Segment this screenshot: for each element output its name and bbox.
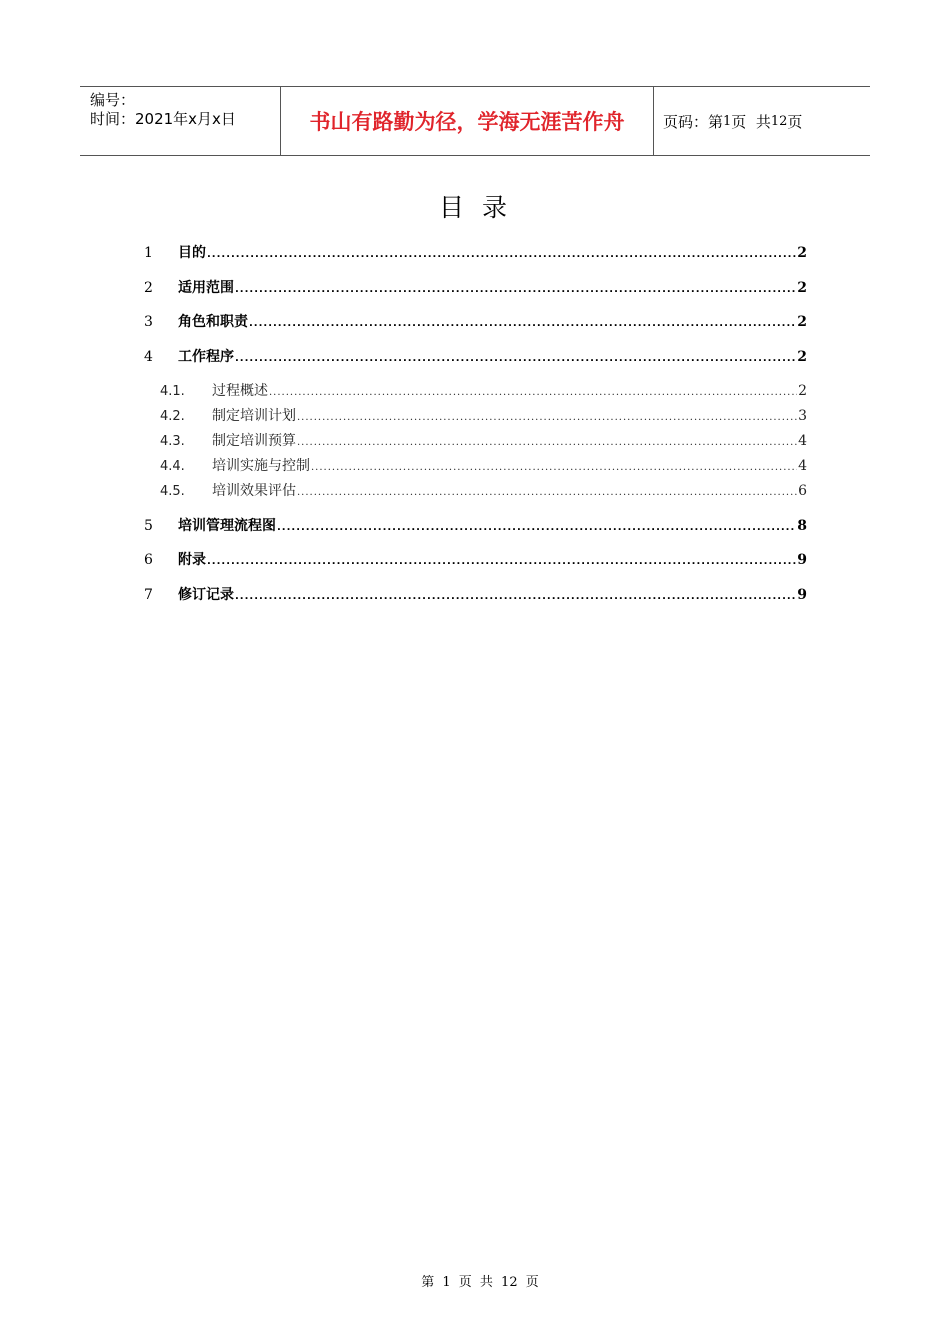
toc-subentry[interactable]: [142, 430, 807, 450]
header-meta: [80, 87, 281, 155]
document-time: 时间：2021年x月x日: [90, 110, 236, 128]
toc-leader-dots: [249, 318, 796, 329]
toc-entry-number: 4.1.: [160, 384, 185, 399]
toc-entry-page: 4: [798, 433, 807, 449]
toc-entry-number: 1: [144, 245, 153, 261]
toc-subentry[interactable]: [142, 380, 807, 400]
toc-leader-dots: [277, 522, 796, 533]
toc-entry[interactable]: [142, 549, 807, 569]
toc-entry-page: 6: [798, 483, 807, 499]
toc-entry-page: 8: [797, 518, 807, 534]
toc-entry-page: 2: [798, 383, 807, 399]
toc-entry-page: 9: [797, 587, 807, 603]
toc-entry-page: 9: [797, 552, 807, 568]
toc-entry-number: 7: [144, 587, 153, 603]
toc-entry-number: 5: [144, 518, 153, 534]
toc-entry-page: 2: [797, 314, 807, 330]
toc-entry[interactable]: [142, 242, 807, 262]
toc-entry-text: 工作程序: [178, 349, 234, 365]
document-header: [80, 86, 870, 156]
toc-leader-dots: [311, 462, 797, 473]
toc-entry-number: 4.4.: [160, 459, 185, 474]
page-current: 1: [723, 113, 732, 129]
toc-entry-page: 2: [797, 280, 807, 296]
toc-entry-number: 4.3.: [160, 434, 185, 449]
toc-entry-number: 3: [144, 314, 153, 330]
toc-entry-text: 培训实施与控制: [212, 458, 310, 474]
toc-entry-text: 目的: [178, 245, 206, 261]
toc-entry[interactable]: [142, 515, 807, 535]
toc-entry-page: 3: [798, 408, 807, 424]
toc-entry-text: 制定培训预算: [212, 433, 296, 449]
toc-leader-dots: [269, 387, 797, 398]
page-prefix: 页码：第: [663, 112, 724, 131]
page-footer: 第 1 页 共 12 页: [421, 1275, 539, 1290]
toc-leader-dots: [235, 284, 796, 295]
toc-entry-number: 4.2.: [160, 409, 185, 424]
toc-entry-number: 6: [144, 552, 153, 568]
toc-entry-number: 4: [144, 349, 153, 365]
toc-leader-dots: [297, 437, 797, 448]
page-total: 12: [770, 113, 788, 129]
toc-entry-text: 修订记录: [178, 587, 234, 603]
toc-entry-text: 附录: [178, 552, 206, 568]
header-motto: 书山有路勤为径，学海无涯苦作舟: [281, 87, 654, 155]
toc-entry-number: 2: [144, 280, 153, 296]
toc-leader-dots: [297, 487, 797, 498]
page-suffix: 页: [787, 112, 803, 131]
toc-entry-text: 适用范围: [178, 280, 234, 296]
toc-leader-dots: [207, 249, 796, 260]
toc-entry-text: 过程概述: [212, 383, 268, 399]
toc-leader-dots: [297, 412, 797, 423]
toc-subentry[interactable]: [142, 480, 807, 500]
toc-entry-text: 培训管理流程图: [178, 518, 276, 534]
toc-entry[interactable]: [142, 277, 807, 297]
page-mid: 页 共: [731, 112, 771, 131]
toc-entry-text: 角色和职责: [178, 314, 248, 330]
toc-title: 目录: [438, 193, 525, 222]
toc-subentry[interactable]: [142, 455, 807, 475]
toc-entry-number: 4.5.: [160, 484, 185, 499]
toc-subentry[interactable]: [142, 405, 807, 425]
toc-entry-text: 培训效果评估: [212, 483, 296, 499]
toc-entry[interactable]: [142, 584, 807, 604]
header-page-info: [654, 87, 870, 155]
toc-entry-page: 2: [797, 245, 807, 261]
toc-leader-dots: [235, 591, 796, 602]
toc-entry[interactable]: [142, 346, 807, 366]
toc-entry-page: 4: [798, 458, 807, 474]
toc-leader-dots: [207, 556, 796, 567]
document-number-label: 编号：: [90, 91, 136, 109]
toc-entry-page: 2: [797, 349, 807, 365]
toc-leader-dots: [235, 353, 796, 364]
toc-entry-text: 制定培训计划: [212, 408, 296, 424]
toc-entry[interactable]: [142, 311, 807, 331]
